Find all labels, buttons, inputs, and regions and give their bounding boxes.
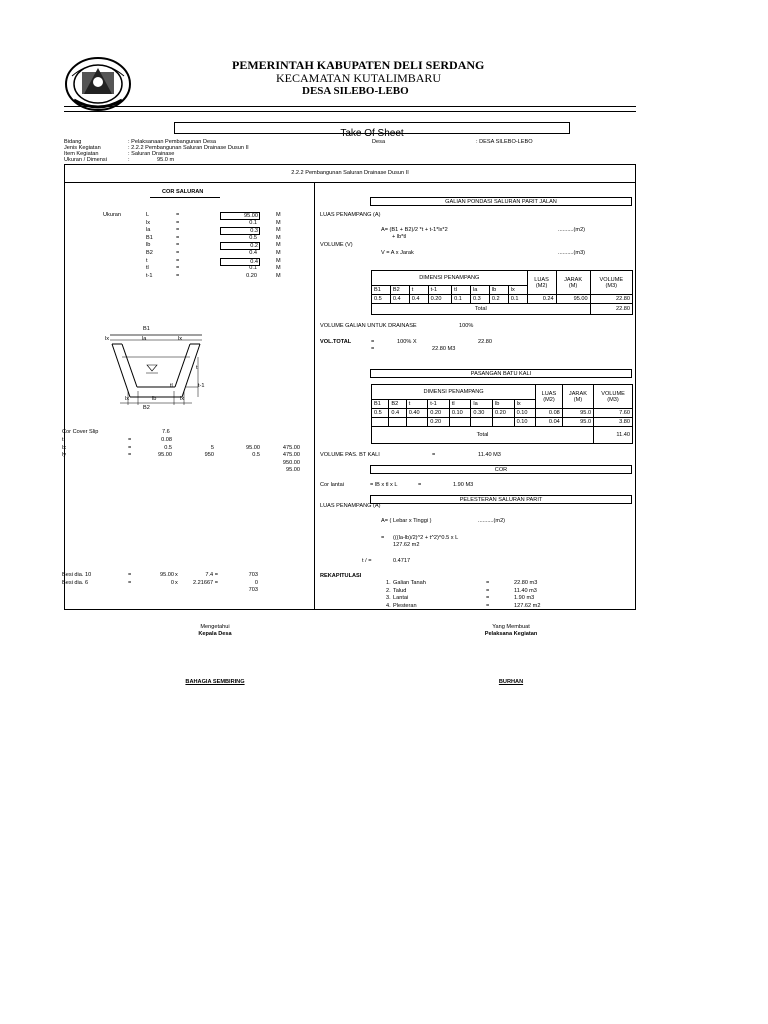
table-cell: 0.20 xyxy=(428,295,451,304)
table-cell xyxy=(493,418,515,427)
table-cell xyxy=(471,418,493,427)
cor-formula: = lB x tl x L xyxy=(370,482,398,488)
table-cell: 0.2 xyxy=(489,295,508,304)
col-header-t-1: t-1 xyxy=(428,286,451,295)
dim-unit: M xyxy=(276,257,281,264)
rekap-eq: = xyxy=(486,587,490,594)
table-row xyxy=(372,409,633,418)
vol-bt-label: VOLUME PAS. BT KALI xyxy=(320,452,380,458)
volume-cell: 22.80 xyxy=(590,295,632,304)
besi-cell: 7.4 = xyxy=(205,572,218,578)
cover-cell: 95.00 xyxy=(286,467,300,474)
table-cell: 0.20 xyxy=(493,409,515,418)
dim-eq: = xyxy=(176,227,180,234)
besi-cell: = xyxy=(128,579,132,586)
dim-unit: M xyxy=(276,272,281,279)
dim-name: la xyxy=(146,227,151,234)
galian-table xyxy=(371,270,633,315)
desa-label: Desa xyxy=(372,139,386,145)
volume-cell: 3.80 xyxy=(594,418,633,427)
item-label: Item Kegiatan xyxy=(64,151,99,157)
cor-lantai-label: Cor lantai xyxy=(320,482,344,488)
rekap-val: 22.80 m3 xyxy=(514,580,538,586)
cor-title: COR xyxy=(494,467,508,473)
jarak-cell: 95.0 xyxy=(562,418,593,427)
table-row xyxy=(372,295,633,304)
dim-eq: = xyxy=(176,250,180,256)
dim-unit: M xyxy=(276,242,281,249)
col-header-tl: tl xyxy=(449,400,471,409)
besi-cell: Besi dia. 10 xyxy=(62,572,92,578)
rekap-eq: = xyxy=(486,602,490,609)
dim-unit: M xyxy=(276,219,281,226)
vol-total-pct: 100% X xyxy=(397,339,417,345)
galian-title-box xyxy=(370,197,632,206)
dim-name: L xyxy=(146,212,150,218)
luas-cell: 0.04 xyxy=(536,418,563,427)
jarak-cell: 95.0 xyxy=(562,409,593,418)
rekap-label: Lantai xyxy=(393,595,409,602)
dim-name: tl xyxy=(146,265,149,272)
plester-val: 127.62 m2 xyxy=(393,542,420,548)
cover-cell: ly xyxy=(62,452,67,459)
t1-volume-label: VOLUME xyxy=(599,276,624,283)
besi-cell: x xyxy=(175,572,178,578)
rekap-val: 1.90 m3 xyxy=(514,595,535,602)
cor-title-box xyxy=(370,465,632,474)
luas-label: LUAS PENAMPANG (A) xyxy=(320,212,381,218)
dim-eq: = xyxy=(176,212,180,218)
t2-luas-unit: (M2) xyxy=(543,396,555,403)
besi-cell: 703 xyxy=(248,572,258,578)
rekap-label: Galian Tanah xyxy=(393,580,426,586)
plester-a: A= ( Lebar x Tinggi ) xyxy=(381,518,432,524)
rekap-label: Talud xyxy=(393,587,407,594)
t2-volume-unit: (M3) xyxy=(607,396,619,403)
unit-m3: ..........(m3) xyxy=(558,250,586,256)
dim-name: B2 xyxy=(146,250,153,256)
vol-total-eq: = xyxy=(371,339,375,345)
rekap-title: REKAPITULASI xyxy=(320,573,362,579)
dim-name: t xyxy=(146,257,148,264)
t1-jarak-header xyxy=(556,271,590,295)
col-header-la: la xyxy=(470,286,489,295)
t2-jarak-header xyxy=(562,385,593,409)
t2-volume-label: VOLUME xyxy=(601,390,625,397)
table-cell: 0.3 xyxy=(470,295,489,304)
unit-m2: ..........(m2) xyxy=(558,227,586,233)
dim-eq: = xyxy=(176,242,180,249)
table-cell: 0.5 xyxy=(372,295,391,304)
cover-label-val: 7.6 xyxy=(162,429,170,435)
table-cell: 0.1 xyxy=(508,295,527,304)
besi-cell: x xyxy=(175,579,178,586)
rekap-num: 1. xyxy=(386,580,391,586)
sign-left-name: BAHAGIA SEMBIRING xyxy=(185,679,245,685)
sign-left-role: Kepala Desa xyxy=(198,631,232,637)
rekap-label: Plesteran xyxy=(393,602,417,609)
dim-eq: = xyxy=(176,265,180,272)
besi-cell: 2.21667 = xyxy=(192,579,218,586)
sheet-title-box xyxy=(174,122,570,139)
col-header-b1: B1 xyxy=(372,400,389,409)
bidang-label: Bidang xyxy=(64,139,82,145)
t1-luas-header xyxy=(527,271,556,295)
formula-a: A= (B1 + B2)/2 *t + t-1*lx*2 xyxy=(381,227,448,233)
dim-unit: M xyxy=(276,227,281,234)
dim-name: lx xyxy=(146,219,151,226)
besi-cell: 0 xyxy=(170,579,174,586)
volume-label: VOLUME (V) xyxy=(320,242,353,248)
dim-eq: = xyxy=(176,257,180,264)
table-cell: 0.30 xyxy=(471,409,493,418)
dim-value: 0.5 xyxy=(249,234,257,241)
diagram-lx-bottom-left: lx xyxy=(125,396,130,402)
table-cell: 0.40 xyxy=(406,409,428,418)
plester-eq: = xyxy=(381,535,385,541)
t1-volume-header xyxy=(590,271,632,295)
t1-total-row xyxy=(372,304,633,315)
besi-cell: = xyxy=(128,572,132,578)
luas-cell: 0.24 xyxy=(527,295,556,304)
t1-luas-label: LUAS xyxy=(534,276,549,283)
diagram-t: t xyxy=(196,365,198,371)
t1-luas-unit: (M2) xyxy=(535,282,548,289)
dim-value: 0.1 xyxy=(249,265,257,272)
vol-total-res: 22.80 M3 xyxy=(432,346,456,352)
cover-cell: = xyxy=(128,444,132,451)
batu-table xyxy=(371,384,633,444)
t2-luas-label: LUAS xyxy=(541,390,557,397)
vol-galian-pct: 100% xyxy=(459,323,474,329)
diagram-tl: tl xyxy=(170,383,173,389)
cover-cell: 475.00 xyxy=(282,452,300,459)
channel-diagram xyxy=(102,325,212,413)
rekap-val: 127.62 m2 xyxy=(514,602,541,609)
cover-cell: 0.5 xyxy=(164,444,172,451)
diagram-t1: t-1 xyxy=(198,383,205,389)
dim-eq: = xyxy=(176,219,180,226)
sign-right-top: Yang Membuat xyxy=(492,624,530,630)
cover-cell: 95.00 xyxy=(246,444,260,451)
diagram-lx-left: lx xyxy=(105,336,110,342)
diagram-lx-right: lx xyxy=(178,336,183,342)
cover-cell: 950.00 xyxy=(282,459,300,466)
dim-value-box: 0.4 xyxy=(220,258,260,266)
diagram-lb: lb xyxy=(152,396,157,402)
col-header-t: t xyxy=(406,400,428,409)
plester-title: PELESTERAN SALURAN PARIT xyxy=(459,497,543,503)
header-title-2: KECAMATAN KUTALIMBARU xyxy=(276,71,442,85)
header-title-1: PEMERINTAH KABUPATEN DELI SERDANG xyxy=(232,58,485,72)
cor-eq: = xyxy=(418,482,422,488)
sign-left-top: Mengetahui xyxy=(200,624,230,630)
item-value: : Saluran Drainase xyxy=(128,151,175,157)
col-header-la: la xyxy=(471,400,493,409)
table-cell: 0.10 xyxy=(514,418,536,427)
batu-title-box xyxy=(370,369,632,378)
diagram-b1: B1 xyxy=(143,326,150,332)
volume-cell: 7.60 xyxy=(594,409,633,418)
t2-jarak-unit: (M) xyxy=(573,396,583,403)
desa-value: : DESA SILEBO-LEBO xyxy=(476,139,533,145)
dim-value: 0.1 xyxy=(249,219,257,226)
dim-name: lb xyxy=(146,242,151,249)
table-cell: 0.4 xyxy=(390,295,409,304)
cover-cell: 950 xyxy=(204,452,214,459)
dim-unit: M xyxy=(276,265,281,272)
t1-total-val: 22.80 xyxy=(590,304,632,315)
table-cell: 0.10 xyxy=(514,409,536,418)
col-header-lb: lb xyxy=(493,400,515,409)
vol-total-label: VOL.TOTAL xyxy=(320,339,352,345)
cover-cell: t xyxy=(62,437,64,443)
sheet-title: Take Of Sheet xyxy=(340,128,404,139)
table-cell xyxy=(449,418,471,427)
dim-name: t-1 xyxy=(146,272,153,279)
t1-jarak-unit: (M) xyxy=(568,282,578,289)
dim-value: 0.20 xyxy=(246,272,257,279)
cover-cell: 475.00 xyxy=(282,444,300,451)
col-header-tl: tl xyxy=(452,286,471,295)
cover-cell: lx xyxy=(62,444,67,451)
t1-dim-header: DIMENSI PENAMPANG xyxy=(372,271,528,286)
table-cell: 0.10 xyxy=(449,409,471,418)
sign-right-role: Pelaksana Kegiatan xyxy=(484,631,538,637)
table-cell xyxy=(372,418,389,427)
t2-jarak-label: JARAK xyxy=(568,390,587,397)
ukuran-num: 95.0 m xyxy=(157,157,175,163)
dim-eq: = xyxy=(176,234,180,241)
ukuran-label: Ukuran / Dimensi xyxy=(64,157,107,163)
t1-volume-unit: (M3) xyxy=(605,282,618,289)
luas-cell: 0.08 xyxy=(536,409,563,418)
cover-cell: = xyxy=(128,452,132,459)
table-cell xyxy=(406,418,428,427)
table-cell xyxy=(389,418,406,427)
t2-total-row xyxy=(372,427,633,444)
besi-cell: 0 xyxy=(254,579,258,586)
dim-name: B1 xyxy=(146,234,153,241)
table-cell: 0.4 xyxy=(409,295,428,304)
rekap-num: 2. xyxy=(386,587,391,594)
cor-saluran-title: COR SALURAN xyxy=(162,189,204,195)
table-cell: 0.20 xyxy=(428,409,450,418)
dim-unit: M xyxy=(276,212,281,218)
dim-unit: M xyxy=(276,234,281,241)
diagram-la: la xyxy=(142,336,147,342)
cover-label: Cor Cover Slip xyxy=(62,429,99,435)
jenis-label: Jenis Kegiatan xyxy=(64,145,101,151)
rekap-eq: = xyxy=(486,595,490,602)
vol-bt-val: 11.40 M3 xyxy=(478,452,501,458)
diagram-b2: B2 xyxy=(143,405,150,411)
dim-value-box: 0.3 xyxy=(220,227,260,235)
besi-cell: 95.00 xyxy=(160,572,174,578)
jenis-value: : 2.2.2 Pembangunan Saluran Drainase Dusun II xyxy=(128,145,249,151)
cover-cell: 0.5 xyxy=(252,452,260,459)
t2-volume-header xyxy=(594,385,633,409)
bidang-value: : Pelaksanaan Pembangunan Desa xyxy=(128,139,217,145)
section-title: 2.2.2 Pembangunan Saluran Drainase Dusun II xyxy=(291,170,409,176)
dim-unit: M xyxy=(276,250,281,256)
header-title-3: DESA SILEBO-LEBO xyxy=(302,85,409,97)
t-val: 0.4717 xyxy=(393,558,411,564)
vol-total-val: 22.80 xyxy=(478,339,492,345)
rekap-num: 3. xyxy=(386,595,391,602)
plester-title-box xyxy=(370,495,632,504)
cover-cell: = xyxy=(128,437,132,443)
formula-v: V = A x Jarak xyxy=(381,250,414,256)
dim-value-box: 95.00 xyxy=(220,212,260,220)
col-header-b1: B1 xyxy=(372,286,391,295)
galian-title: GALIAN PONDASI SALURAN PARIT JALAN xyxy=(445,199,557,205)
dim-eq: = xyxy=(176,272,180,279)
dim-value: 0.4 xyxy=(249,250,257,256)
plester-luas-label: LUAS PENAMPANG (A) xyxy=(320,503,381,509)
logo xyxy=(64,56,132,112)
t2-dim-header: DIMENSI PENAMPANG xyxy=(372,385,536,400)
vol-galian-label: VOLUME GALIAN UNTUK DRAINASE xyxy=(320,323,417,329)
table-cell: 0.5 xyxy=(372,409,389,418)
col-header-b2: B2 xyxy=(390,286,409,295)
t1-total-label: Total xyxy=(372,304,591,315)
table-cell: 0.1 xyxy=(452,295,471,304)
col-header-t: t xyxy=(409,286,428,295)
table-row xyxy=(372,418,633,427)
besi-cell: Besi dia. 6 xyxy=(62,579,89,586)
cover-cell: 5 xyxy=(210,444,214,451)
ukuran-title: Ukuran xyxy=(103,212,122,218)
formula-a2: + lb*tl xyxy=(392,234,407,240)
cover-cell: 95.00 xyxy=(158,452,172,459)
vol-total-eq2: = xyxy=(371,346,375,352)
t-label: t / = xyxy=(362,558,372,564)
plester-unit: ..........(m2) xyxy=(478,518,506,524)
sign-right-name: BURHAN xyxy=(498,679,524,685)
diagram-lx-bottom-right: lx xyxy=(180,396,185,402)
jarak-cell: 95.00 xyxy=(556,295,590,304)
col-header-lx: lx xyxy=(508,286,527,295)
vol-bt-eq: = xyxy=(432,452,436,458)
rekap-num: 4. xyxy=(386,602,391,609)
table-cell: 0.4 xyxy=(389,409,406,418)
dim-value-box: 0.2 xyxy=(220,242,260,250)
rekap-eq: = xyxy=(486,580,490,586)
ukuran-colon: : xyxy=(128,157,130,163)
col-header-t-1: t-1 xyxy=(428,400,450,409)
cover-cell: 0.08 xyxy=(161,437,172,443)
t1-jarak-label: JARAK xyxy=(564,276,583,283)
besi-cell: 703 xyxy=(248,587,258,594)
table-cell: 0.20 xyxy=(428,418,450,427)
col-header-lx: lx xyxy=(514,400,536,409)
col-header-b2: B2 xyxy=(389,400,406,409)
t2-total-label: Total xyxy=(372,427,594,444)
batu-title: PASANGAN BATU KALI xyxy=(470,371,532,377)
t2-total-val: 11.40 xyxy=(594,427,633,444)
plester-formula: (((la-lb)/2)^2 + t^2)^0.5 x L xyxy=(393,535,459,541)
t2-luas-header xyxy=(536,385,563,409)
col-header-lb: lb xyxy=(489,286,508,295)
rekap-val: 11.40 m3 xyxy=(514,587,537,594)
cor-val: 1.90 M3 xyxy=(453,482,474,488)
